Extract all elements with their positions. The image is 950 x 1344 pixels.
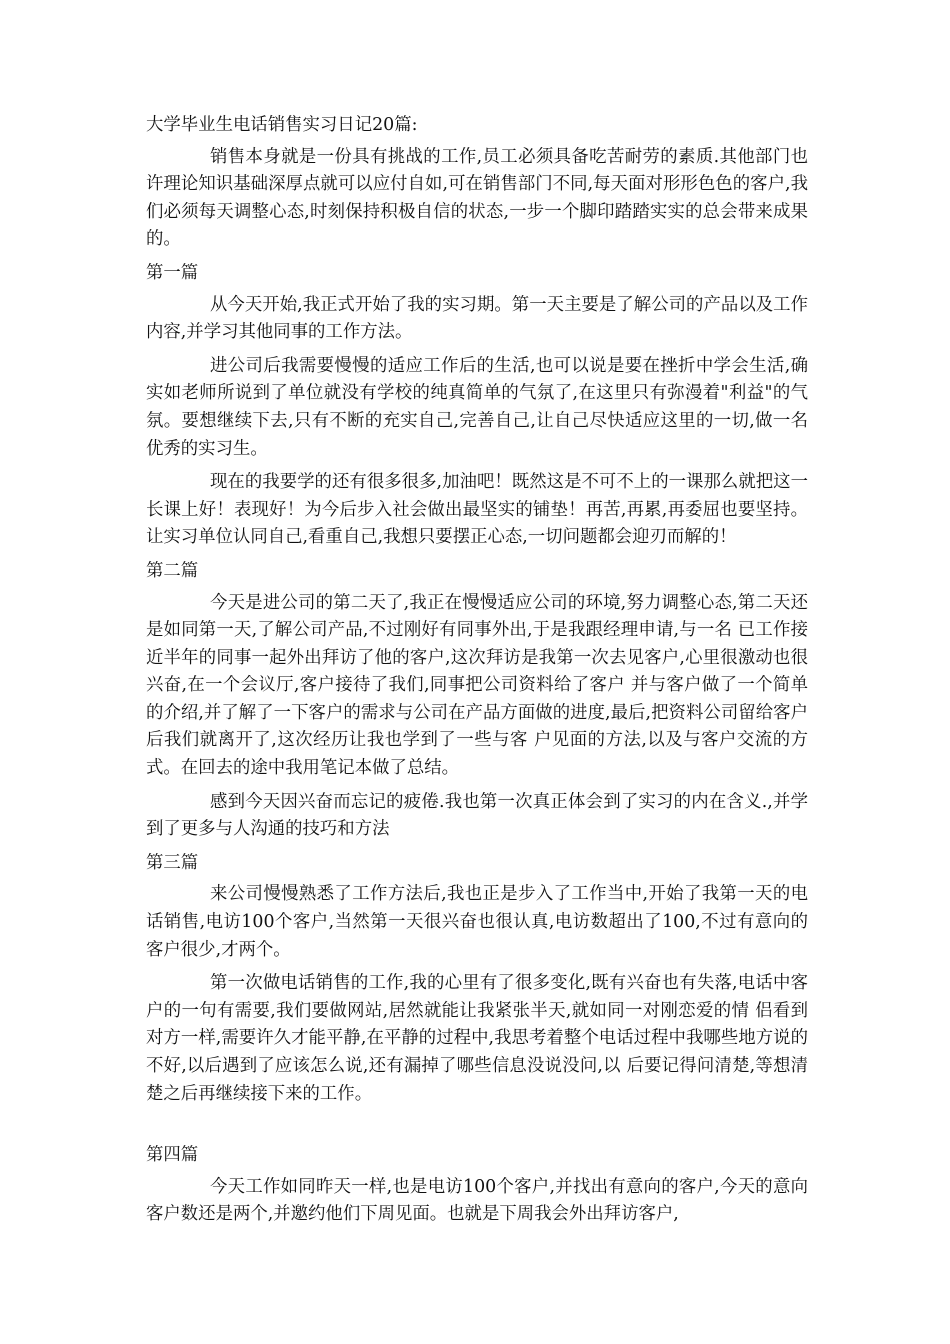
section-1-paragraph-2: 进公司后我需要慢慢的适应工作后的生活,也可以说是要在挫折中学会生活,确实如老师所说到了单位就没有学校的纯真简单的气氛了,在这里只有弥漫着"利益"的气氛。要想继续下去,只有不断的充实自己,完善自己,让自己尽快适应这里的一切,做一名优秀的实习生。 [146, 355, 808, 459]
spacer [146, 1114, 808, 1136]
document-body [146, 112, 808, 1235]
section-heading-1: 第一篇 [146, 262, 199, 283]
section-heading-3: 第三篇 [146, 852, 199, 873]
section-2-paragraph-2: 感到今天因兴奋而忘记的疲倦.我也第一次真正体会到了实习的内在含义.,并学到了更多与人沟通的技巧和方法 [146, 791, 808, 840]
section-1-paragraph-3: 现在的我要学的还有很多很多,加油吧！既然这是不可不上的一课那么就把这一长课上好！表现好！为今后步入社会做出最坚实的铺垫！再苦,再累,再委屈也要坚持。让实习单位认同自己,看重自己,我想只要摆正心态,一切问题都会迎刃而解的！ [146, 472, 808, 548]
section-3-paragraph-1: 来公司慢慢熟悉了工作方法后,我也正是步入了工作当中,开始了我第一天的电话销售,电访100个客户,当然第一天很兴奋也很认真,电访数超出了100,不过有意向的客户很少,才两个。 [146, 884, 808, 960]
section-2-paragraph-1: 今天是进公司的第二天了,我正在慢慢适应公司的环境,努力调整心态,第二天还是如同第一天,了解公司产品,不过刚好有同事外出,于是我跟经理申请,与一名 已工作接近半年的同事一起外出拜访了他的客户,这次拜访是我第一次去见客户,心里很激动也很兴奋,在一个会议厅,客户接待了我们,同事把公司资料给了客户 并与客户做了一个简单的介绍,并了解了一下客户的需求与公司在产品方面做的进度,最后,把资料公司留给客户后我们就离开了,这次经历让我也学到了一些与客 户见面的方法,以及与客户交流的方式。在回去的途中我用笔记本做了总结。 [146, 592, 808, 779]
section-heading-4: 第四篇 [146, 1145, 199, 1166]
document-title: 大学毕业生电话销售实习日记20篇: [146, 115, 418, 135]
section-4-paragraph-1: 今天工作如同昨天一样,也是电访100个客户,并找出有意向的客户,今天的意向客户数还是两个,并邀约他们下周见面。也就是下周我会外出拜访客户, [146, 1176, 808, 1225]
intro-paragraph: 销售本身就是一份具有挑战的工作,员工必须具备吃苦耐劳的素质.其他部门也许理论知识基础深厚点就可以应付自如,可在销售部门不同,每天面对形形色色的客户,我们必须每天调整心态,时刻保持积极自信的状态,一步一个脚印踏踏实实的总会带来成果的。 [146, 146, 808, 250]
section-3-paragraph-2: 第一次做电话销售的工作,我的心里有了很多变化,既有兴奋也有失落,电话中客户的一句有需要,我们要做网站,居然就能让我紧张半天,就如同一对刚恋爱的情 侣看到对方一样,需要许久才能平静,在平静的过程中,我思考着整个电话过程中我哪些地方说的不好,以后遇到了应该怎么说,还有漏掉了哪些信息没说没问,以 后要记得问清楚,等想清楚之后再继续接下来的工作。 [146, 973, 808, 1104]
section-heading-2: 第二篇 [146, 560, 199, 581]
section-1-paragraph-1: 从今天开始,我正式开始了我的实习期。第一天主要是了解公司的产品以及工作内容,并学习其他同事的工作方法。 [146, 294, 808, 343]
